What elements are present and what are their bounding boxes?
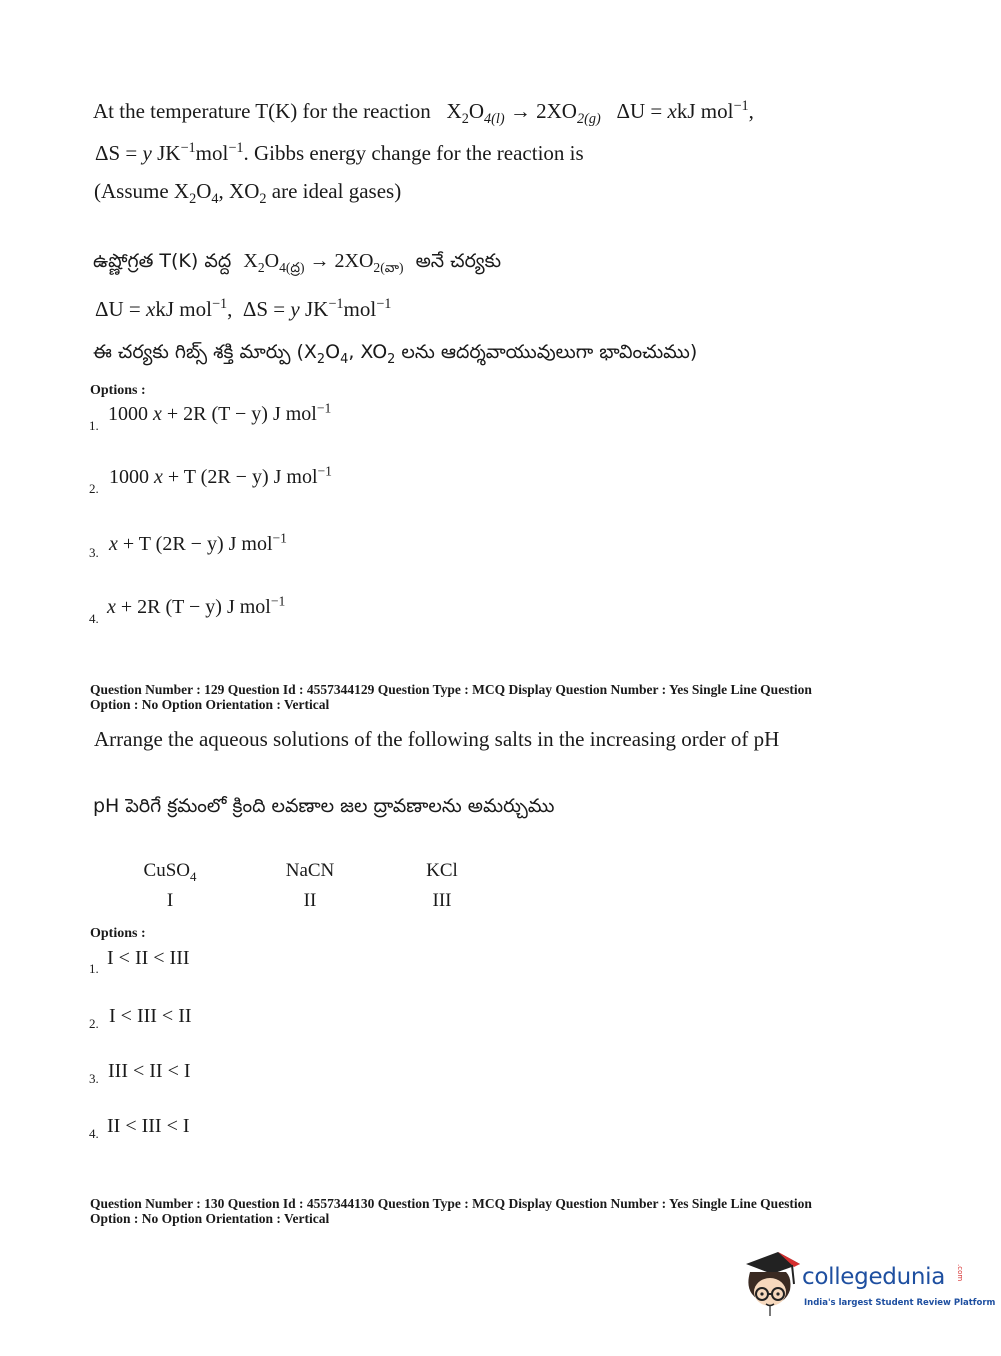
- collegedunia-logo[interactable]: [742, 1250, 996, 1320]
- question-meta-130: Question Number : 130 Question Id : 4557344130 Question Type : MCQ Display Question Number : Yes Single Line Question Option : No Option Orientation : Vertical: [90, 1196, 812, 1226]
- q128-line2: ΔS = y $JK^{-1}mol^{-1}$. Gibbs energy change for the reaction is: [95, 140, 584, 165]
- q128-telugu-line2: ΔU = xkJ mol$^{-1}$, ΔS = y $JK^{-1}mol^{-1}$: [95, 296, 392, 321]
- q129-options-label: Options :: [90, 926, 146, 941]
- reaction-equation: $X_2O_{4(l)} \to 2XO_{2(g)}$: [446, 99, 601, 128]
- q128-options-label: Options :: [90, 383, 146, 398]
- student-mascot-icon: [742, 1250, 802, 1316]
- q128-telugu-line3: ఈ చర్యకు గిబ్స్ శక్తి మార్పు ($X_2O_4$, $XO_2$ లను ఆదర్శవాయువులుగా భావించుము): [93, 341, 698, 367]
- salt-2: NaCN II: [285, 860, 335, 911]
- delta-s: ΔS = y $JK^{-1}mol^{-1}$: [95, 140, 244, 165]
- delta-u: ΔU = xkJ mol$^{-1}$,: [616, 98, 754, 123]
- logo-dotcom: .com: [956, 1264, 964, 1282]
- q129-text-te: pH పెరిగే క్రమంలో క్రింది లవణాల జల ద్రావణాలను అమర్చుము: [93, 795, 555, 817]
- question-meta-129: Question Number : 129 Question Id : 4557344129 Question Type : MCQ Display Question Number : Yes Single Line Question Option : No Option Orientation : Vertical: [90, 682, 812, 712]
- salt-3: KCl III: [426, 860, 458, 911]
- q128-telugu-line1: ఉష్ణోగ్రత T(K) వద్ద $X_2O_{4(ద్ర)} \to 2XO_{2(వా)}$ అనే చర్యకు: [93, 250, 502, 275]
- salt-1: CuSO$_4$ I: [143, 860, 197, 911]
- q128-line3: (Assume $X_2O_4$, $XO_2$ are ideal gases): [94, 179, 402, 208]
- logo-wordmark: collegedunia: [802, 1264, 946, 1290]
- q129-text-en: Arrange the aqueous solutions of the following salts in the increasing order of pH: [94, 727, 780, 751]
- q128-line1: At the temperature T(K) for the reaction $X_2O_{4(l)} \to 2XO_{2(g)}$ ΔU = xkJ mol$^{-1}$,: [93, 98, 754, 128]
- logo-tagline: India's largest Student Review Platform: [804, 1298, 996, 1308]
